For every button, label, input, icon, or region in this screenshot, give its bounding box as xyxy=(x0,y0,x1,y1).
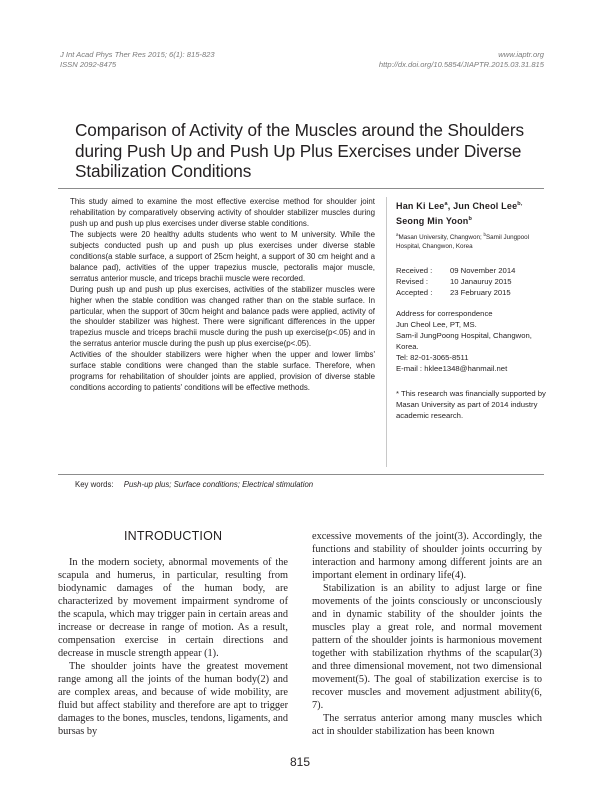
author-name: Seong Min Yoon xyxy=(396,215,469,226)
body-paragraph: The serratus anterior among many muscles which act in shoulder stabilization has been known xyxy=(312,713,542,737)
author-name: Han Ki Lee xyxy=(396,201,445,211)
issn: ISSN 2092-8475 xyxy=(60,60,117,69)
correspondent-email[interactable]: E-mail : hklee1348@hanmail.net xyxy=(396,363,508,373)
correspondence-heading: Address for correspondence xyxy=(396,309,493,318)
footnote-text: This research was financially supported by Masan University as part of 2014 industry academic research. xyxy=(396,389,546,420)
affiliation-text: Samil Jungpool Hospital, Changwon, Korea xyxy=(396,234,530,251)
author-name: , Jun Cheol Lee xyxy=(447,201,518,211)
title-line: Stabilization Conditions xyxy=(75,161,252,181)
journal-website-link[interactable]: www.iaptr.org xyxy=(498,50,544,59)
author-affiliation-mark: b xyxy=(468,215,473,222)
title-line: during Push Up and Push Up Plus Exercises under Diverse xyxy=(75,140,522,161)
body-paragraph: The shoulder joints have the greatest movement range among all the joints of the human body(2) and are complex areas, and because of wide mobility, are fluid but affect stability and therefore are apt to trigger damages to the bones, muscles, tendons, ligaments, and bursas by xyxy=(58,661,288,737)
affiliations xyxy=(396,230,546,251)
correspondence xyxy=(396,309,546,374)
body-column-right xyxy=(312,530,542,738)
journal-citation: J Int Acad Phys Ther Res 2015; 6(1): 815-823 xyxy=(60,50,215,59)
received-date: Received : 09 November 2014 xyxy=(396,266,516,275)
footnote-marker: * xyxy=(396,389,399,398)
affiliation-mark: a xyxy=(396,232,399,237)
body-column-left xyxy=(58,556,288,738)
section-heading: INTRODUCTION xyxy=(124,529,223,543)
doi-link[interactable]: http://dx.doi.org/10.5854/JIAPTR.2015.03.31.815 xyxy=(378,60,544,69)
running-header-right xyxy=(379,50,544,70)
abstract xyxy=(70,197,375,394)
body-paragraph: excessive movements of the joint(3). Accordingly, the functions and stability of shoulder joints occurring by interaction and harmony among different joints are an important element in ordinary life(4). xyxy=(312,531,542,581)
bottom-divider xyxy=(58,474,544,475)
funding-note xyxy=(396,389,546,422)
author-affiliation-mark: a xyxy=(444,201,448,207)
article-title xyxy=(75,120,545,182)
abstract-paragraph: The subjects were 20 healthy adults students who went to M university. While the subjects conducted push up and push up plus exercises under diverse stable conditions(a stable surface, a support of 25cm height, a support of 30 cm height and a balance pad), activities of the upper trapezius muscle, pectoralis major muscle, serratus anterior muscle, and triceps brachii muscle were recorded. xyxy=(70,229,375,283)
title-line: Comparison of Activity of the Muscles around the Shoulders xyxy=(75,120,524,140)
author-affiliation-mark: b, xyxy=(517,201,523,207)
keywords xyxy=(75,479,313,490)
correspondent-address: Sam-il JungPoong Hospital, Changwon, xyxy=(396,330,532,340)
keywords-value: Push-up plus; Surface conditions; Electrical stimulation xyxy=(123,480,314,489)
running-header-left xyxy=(60,50,215,70)
correspondent-tel: Tel: 82-01-3065-8511 xyxy=(396,352,469,362)
keywords-label: Key words: xyxy=(75,480,114,489)
article-dates xyxy=(396,266,546,299)
abstract-paragraph: This study aimed to examine the most effective exercise method for shoulder joint rehabilitation by comparatively observing activity of shoulder stabilizer muscles during push up and push up plus exercises under diverse stable conditions. xyxy=(70,197,375,228)
revised-date: Revised : 10 Janauruy 2015 xyxy=(396,276,512,286)
top-divider xyxy=(58,188,544,189)
body-paragraph: Stabilization is an ability to adjust large or fine movements of the joints consciously or unconsciously and in dynamic stability of the shoulder joints the muscles play a great role, and normal movement pattern of the shoulder joints is harmonious movement together with stabilization rhythms of the scapular(3) and three dimensional movement, not two dimensional movement(5). The goal of stabilization exercise is to recover muscles and movement adjustment ability(6, 7). xyxy=(312,583,542,711)
column-divider xyxy=(386,197,387,467)
affiliation-text: Masan University, Changwon; xyxy=(398,234,484,242)
correspondent-address: Korea. xyxy=(396,341,419,351)
accepted-date: Accepted : 23 February 2015 xyxy=(396,287,511,297)
page-number: 815 xyxy=(289,755,311,769)
correspondent-name: Jun Cheol Lee, PT, MS. xyxy=(396,319,477,329)
author-list xyxy=(396,198,546,227)
abstract-paragraph: During push up and push up plus exercises, activities of the stabilizer muscles were higher when the stable condition was changed rather than on the stable surface. In particular, when the support of 30cm height and balance pads were applied, activity of the shoulder stabilizer was highest. There were significant differences in the upper trapezius muscle and triceps brachii muscle during the push up exercise(p<.05) and in the serratus anterior muscle during the push up plus exercise(p<.05). xyxy=(70,284,375,349)
abstract-paragraph: Activities of the shoulder stabilizers were higher when the upper and lower limbs' surface stable conditions were changed than the stable surface. Therefore, when programs for rehabilitation of shoulder joints are applied, provision of diverse stable conditions according to patients' conditions will be effective methods. xyxy=(70,350,375,393)
affiliation-mark: b xyxy=(483,232,486,237)
body-paragraph: In the modern society, abnormal movements of the scapula and humerus, in particular, resulting from biodynamic damages of the human body, are characterized by movement impairment syndrome of the scapula, which may trigger pain in certain areas and increase or decrease in range of motion. As a result, compensation exercise in certain directions and decrease in muscle strength appear (1). xyxy=(58,557,288,659)
